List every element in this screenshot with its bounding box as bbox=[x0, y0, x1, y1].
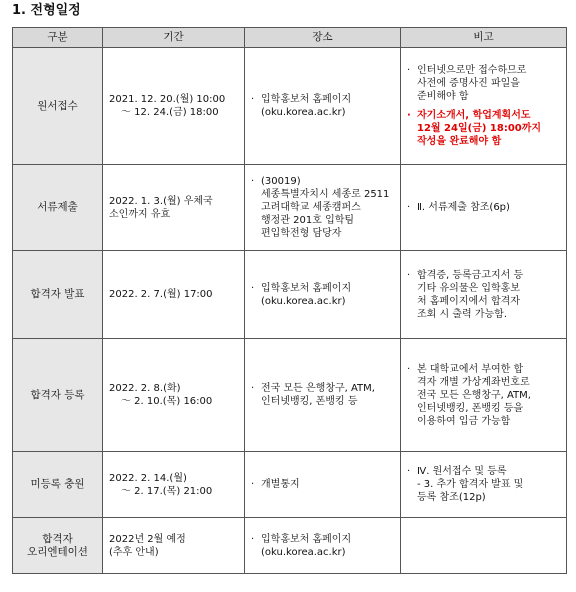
place-text bbox=[261, 93, 394, 119]
place-text bbox=[261, 282, 394, 308]
bullet-marker: · bbox=[251, 383, 255, 394]
note-line: 이용하여 입금 가능함 bbox=[417, 415, 511, 427]
notes-cell bbox=[401, 339, 567, 452]
period-line: 2022. 2. 8.(화) bbox=[109, 383, 181, 394]
note-item bbox=[407, 201, 560, 214]
note-line: 준비해야 함 bbox=[417, 91, 469, 102]
category-label: 오리엔테이션 bbox=[27, 545, 88, 558]
period-line: 2022년 2월 예정 bbox=[109, 533, 186, 545]
category-label: 미등록 충원 bbox=[30, 478, 85, 490]
bullet-marker: · bbox=[251, 533, 255, 545]
header-place: 장소 bbox=[245, 28, 401, 48]
bullet-marker: · bbox=[407, 110, 411, 121]
note-item bbox=[407, 109, 560, 148]
place-line: 전국 모든 은행창구, ATM, bbox=[261, 383, 375, 394]
notes-cell bbox=[401, 452, 567, 518]
notes-cell bbox=[401, 165, 567, 251]
place-item bbox=[251, 282, 394, 308]
table-header-row bbox=[13, 28, 567, 48]
note-line: 인터넷으로만 접수하므로 bbox=[417, 65, 527, 76]
category-cell bbox=[13, 339, 103, 452]
note-line: 본 대학교에서 부여한 합 bbox=[417, 363, 524, 375]
note-line: 전국 모든 은행창구, ATM, bbox=[417, 389, 531, 401]
note-line: 합격증, 등록금고지서 등 bbox=[417, 269, 524, 281]
bullet-marker: · bbox=[407, 269, 411, 281]
category-cell bbox=[13, 452, 103, 518]
place-item bbox=[251, 93, 394, 119]
bullet-marker: · bbox=[251, 479, 255, 490]
place-item bbox=[251, 175, 394, 240]
place-line: 입학홍보처 홈페이지 bbox=[261, 282, 352, 294]
place-line: (oku.korea.ac.kr) bbox=[261, 546, 346, 558]
section-title: 1. 전형일정 bbox=[12, 3, 81, 18]
schedule-table bbox=[12, 27, 567, 574]
category-cell bbox=[13, 165, 103, 251]
place-line: 인터넷뱅킹, 폰뱅킹 등 bbox=[261, 396, 358, 407]
note-line: 조회 시 출력 가능함. bbox=[417, 308, 507, 320]
place-line: 행정관 201호 입학팀 bbox=[261, 215, 355, 226]
note-item bbox=[407, 64, 560, 103]
header-category: 구분 bbox=[13, 28, 103, 48]
note-text bbox=[417, 109, 560, 148]
place-cell bbox=[245, 339, 401, 452]
bullet-marker: · bbox=[251, 94, 255, 105]
note-line: Ⅱ. 서류제출 참조(6p) bbox=[417, 202, 510, 213]
place-item bbox=[251, 478, 394, 491]
period-cell bbox=[103, 48, 245, 165]
period-line: 2022. 2. 7.(월) 17:00 bbox=[109, 289, 213, 300]
note-text bbox=[417, 363, 560, 428]
place-line: 편입학전형 담당자 bbox=[261, 228, 342, 239]
header-notes: 비고 bbox=[401, 28, 567, 48]
note-line: 사전에 증명사진 파일을 bbox=[417, 78, 520, 89]
note-item bbox=[407, 363, 560, 428]
place-text bbox=[261, 533, 394, 559]
place-item bbox=[251, 533, 394, 559]
note-line: 작성을 완료해야 함 bbox=[417, 136, 502, 147]
place-cell bbox=[245, 518, 401, 574]
period-line: ～ 12. 24.(금) 18:00 bbox=[121, 107, 219, 118]
note-line: 12월 24일(금) 18:00까지 bbox=[417, 123, 542, 134]
bullet-marker: · bbox=[251, 282, 255, 294]
notes-cell bbox=[401, 48, 567, 165]
note-line: 자기소개서, 학업계획서도 bbox=[417, 110, 531, 121]
notes-cell bbox=[401, 251, 567, 339]
table-row bbox=[13, 165, 567, 251]
note-line: 처 홈페이지에서 합격자 bbox=[417, 295, 520, 307]
place-line: (oku.korea.ac.kr) bbox=[261, 295, 346, 307]
category-cell bbox=[13, 48, 103, 165]
table-row bbox=[13, 518, 567, 574]
note-line: Ⅳ. 원서접수 및 등록 bbox=[417, 466, 507, 477]
place-cell bbox=[245, 48, 401, 165]
note-item bbox=[407, 269, 560, 321]
period-line: ～ 2. 10.(목) 16:00 bbox=[121, 396, 213, 407]
category-label: 서류제출 bbox=[37, 201, 78, 213]
place-line: 세종특별자치시 세종로 2511 bbox=[261, 189, 390, 200]
note-line: 인터넷뱅킹, 폰뱅킹 등을 bbox=[417, 402, 524, 414]
notes-cell bbox=[401, 518, 567, 574]
note-line: 등록 참조(12p) bbox=[417, 492, 486, 503]
place-item bbox=[251, 382, 394, 408]
bullet-marker: · bbox=[407, 65, 411, 76]
place-line: (30019) bbox=[261, 176, 301, 187]
period-cell bbox=[103, 251, 245, 339]
category-label: 합격자 등록 bbox=[30, 388, 85, 401]
header-period: 기간 bbox=[103, 28, 245, 48]
note-text bbox=[417, 465, 560, 504]
category-cell bbox=[13, 518, 103, 574]
place-line: 고려대학교 세종캠퍼스 bbox=[261, 202, 361, 213]
place-line: 개별통지 bbox=[261, 479, 300, 490]
place-line: 입학홍보처 홈페이지 bbox=[261, 533, 352, 545]
schedule-body bbox=[13, 48, 567, 574]
period-line: 2021. 12. 20.(월) 10:00 bbox=[109, 94, 226, 105]
place-cell bbox=[245, 165, 401, 251]
bullet-marker: · bbox=[251, 176, 255, 187]
bullet-marker: · bbox=[407, 466, 411, 477]
period-line: (추후 안내) bbox=[109, 546, 159, 558]
table-row bbox=[13, 251, 567, 339]
place-line: 입학홍보처 홈페이지 bbox=[261, 94, 352, 105]
place-text bbox=[261, 478, 394, 491]
category-label: 원서접수 bbox=[37, 99, 78, 112]
table-row bbox=[13, 339, 567, 452]
period-line: 2022. 2. 14.(월) bbox=[109, 472, 187, 484]
place-cell bbox=[245, 452, 401, 518]
period-cell bbox=[103, 518, 245, 574]
category-label: 합격자 발표 bbox=[30, 288, 85, 300]
bullet-marker: · bbox=[407, 202, 411, 213]
place-line: (oku.korea.ac.kr) bbox=[261, 107, 346, 118]
category-label: 합격자 bbox=[42, 532, 73, 545]
period-line: 2022. 1. 3.(월) 우체국 bbox=[109, 195, 213, 207]
note-line: 격자 개별 가상계좌번호로 bbox=[417, 376, 530, 388]
period-cell bbox=[103, 452, 245, 518]
note-line: 기타 유의물은 입학홍보 bbox=[417, 282, 520, 294]
note-item bbox=[407, 465, 560, 504]
period-cell bbox=[103, 165, 245, 251]
place-text bbox=[261, 175, 394, 240]
note-line: - 3. 추가 합격자 발표 및 bbox=[417, 479, 524, 490]
category-cell bbox=[13, 251, 103, 339]
period-cell bbox=[103, 339, 245, 452]
period-line: ～ 2. 17.(목) 21:00 bbox=[121, 485, 213, 497]
note-text bbox=[417, 64, 560, 103]
note-text bbox=[417, 201, 560, 214]
table-row bbox=[13, 452, 567, 518]
bullet-marker: · bbox=[407, 363, 411, 375]
place-cell bbox=[245, 251, 401, 339]
place-text bbox=[261, 382, 394, 408]
table-row bbox=[13, 48, 567, 165]
note-text bbox=[417, 269, 560, 321]
period-line: 소인까지 유효 bbox=[109, 208, 171, 220]
